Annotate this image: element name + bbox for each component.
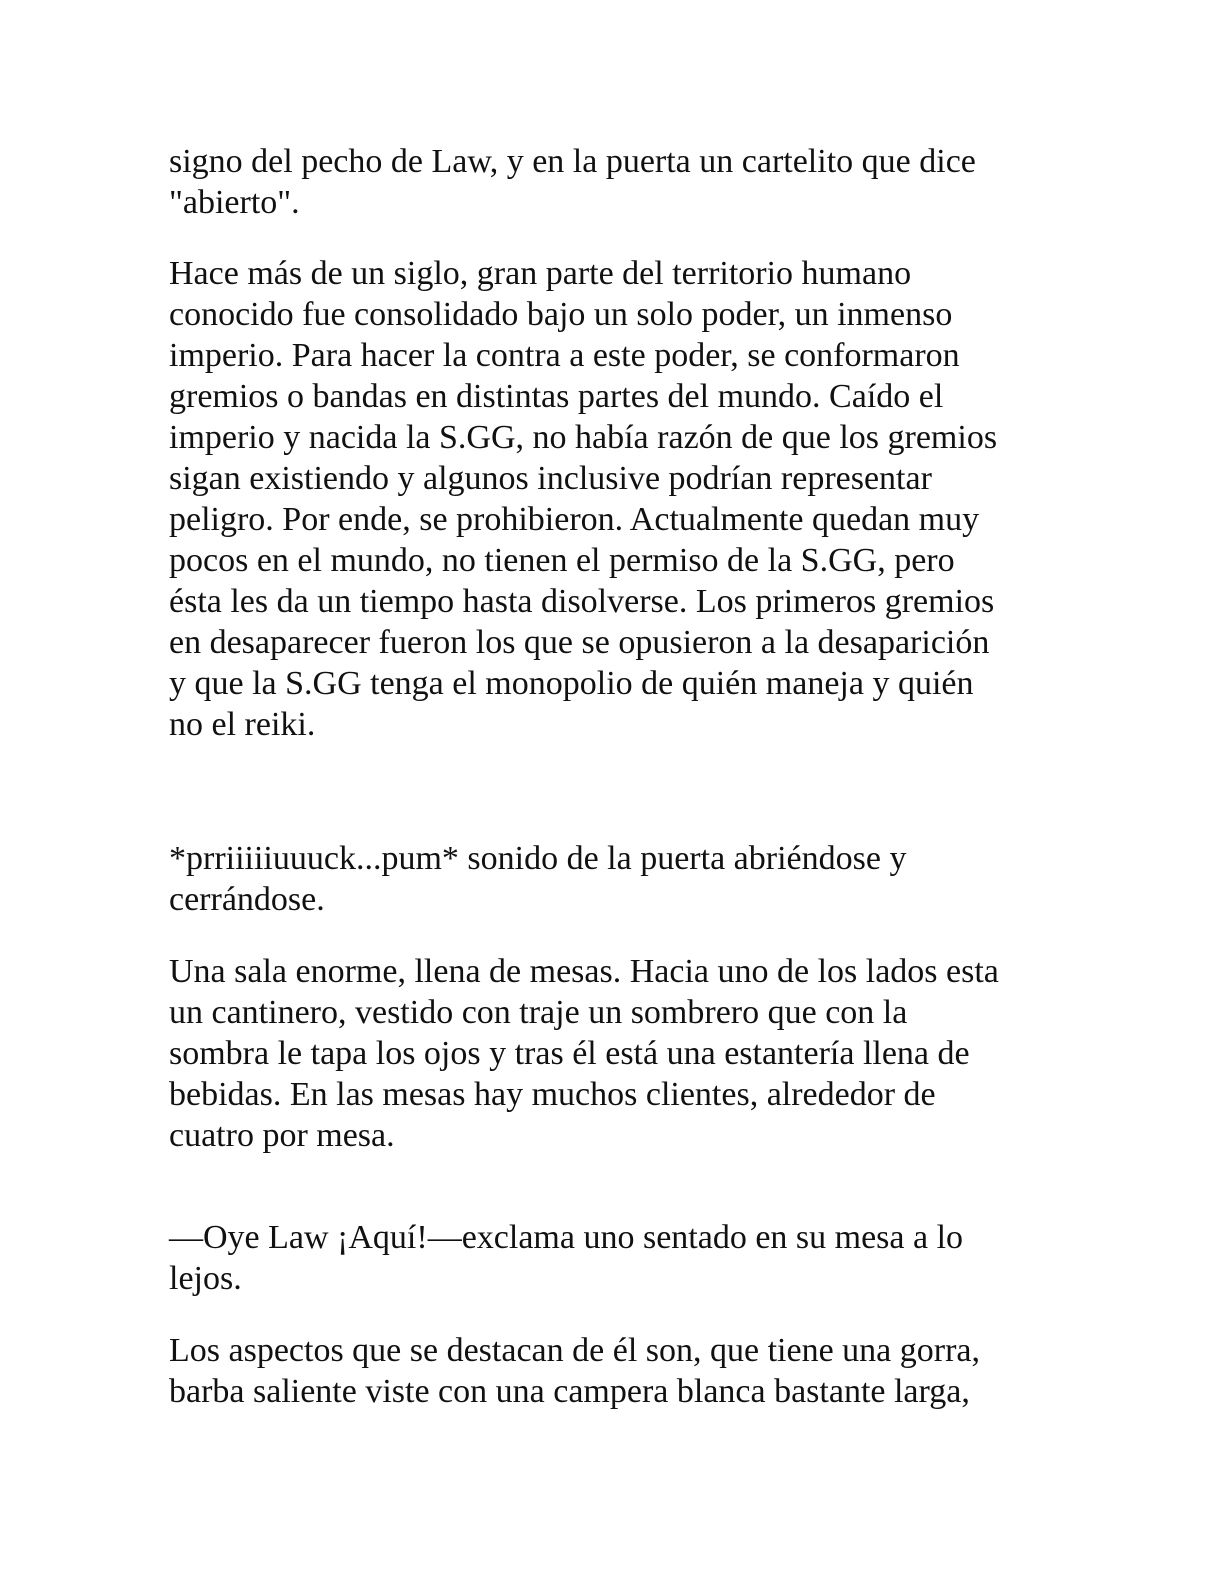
text-line: sigan existiendo y algunos inclusive podrían representar — [169, 460, 932, 497]
paragraph-description — [169, 1330, 1049, 1412]
text-line: lejos. — [169, 1260, 242, 1297]
paragraph-sign — [169, 141, 1049, 223]
text-line: Los aspectos que se destacan de él son, que tiene una gorra, — [169, 1332, 980, 1369]
text-line: Una sala enorme, llena de mesas. Hacia uno de los lados esta — [169, 953, 999, 990]
text-line: imperio y nacida la S.GG, no había razón de que los gremios — [169, 419, 998, 456]
text-line: bebidas. En las mesas hay muchos clientes, alrededor de — [169, 1076, 936, 1113]
text-line: gremios o bandas en distintas partes del mundo. Caído el — [169, 378, 944, 415]
paragraph-door-sound — [169, 838, 1049, 920]
text-line: signo del pecho de Law, y en la puerta un cartelito que dice — [169, 143, 976, 180]
text-line: —Oye Law ¡Aquí!—exclama uno sentado en su mesa a lo — [169, 1219, 964, 1256]
text-line: no el reiki. — [169, 706, 316, 743]
text-line: sombra le tapa los ojos y tras él está una estantería llena de — [169, 1035, 970, 1072]
text-line: *prriiiiiuuuck...pum* sonido de la puerta abriéndose y — [169, 840, 907, 877]
text-line: peligro. Por ende, se prohibieron. Actualmente quedan muy — [169, 501, 980, 538]
paragraph-dialogue — [169, 1217, 1049, 1299]
text-line: Hace más de un siglo, gran parte del territorio humano — [169, 255, 912, 292]
paragraph-hall — [169, 951, 1049, 1156]
text-line: un cantinero, vestido con traje un sombrero que con la — [169, 994, 908, 1031]
text-line: cerrándose. — [169, 881, 325, 918]
text-line: barba saliente viste con una campera blanca bastante larga, — [169, 1373, 970, 1410]
paragraph-history — [169, 253, 1049, 745]
text-line: "abierto". — [169, 184, 300, 221]
text-line: y que la S.GG tenga el monopolio de quién maneja y quién — [169, 665, 974, 702]
text-line: cuatro por mesa. — [169, 1117, 395, 1154]
text-line: pocos en el mundo, no tienen el permiso de la S.GG, pero — [169, 542, 955, 579]
text-line: imperio. Para hacer la contra a este poder, se conformaron — [169, 337, 960, 374]
text-line: en desaparecer fueron los que se opusieron a la desaparición — [169, 624, 990, 661]
text-line: conocido fue consolidado bajo un solo poder, un inmenso — [169, 296, 953, 333]
text-line: ésta les da un tiempo hasta disolverse. Los primeros gremios — [169, 583, 995, 620]
